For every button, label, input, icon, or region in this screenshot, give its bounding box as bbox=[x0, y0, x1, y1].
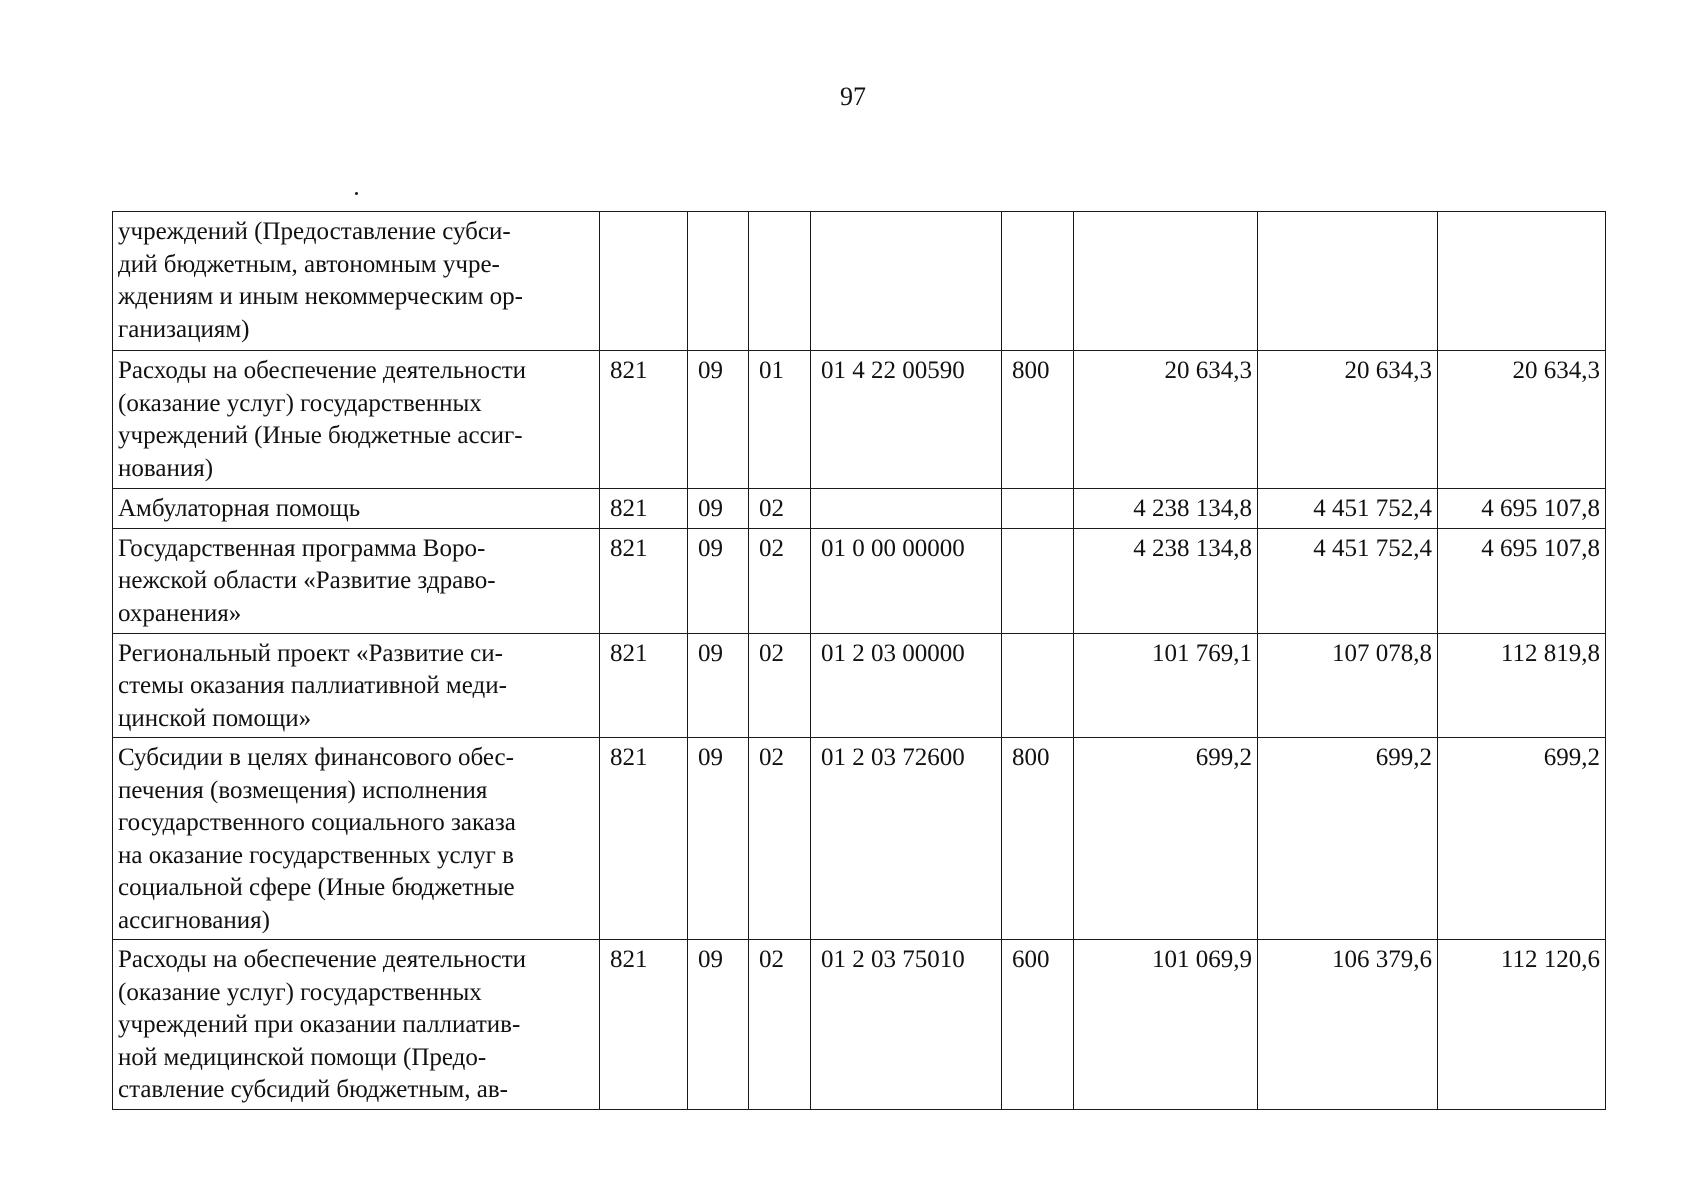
cell-pr: 02 bbox=[749, 940, 811, 1110]
cell-vr: 800 bbox=[1002, 738, 1074, 940]
scan-speck bbox=[355, 192, 358, 195]
cell-sum-3: 112 819,8 bbox=[1438, 633, 1606, 738]
name-line: ставление субсидий бюджетным, ав- bbox=[118, 1076, 508, 1103]
cell-pr: 02 bbox=[749, 528, 811, 633]
cell-sum-3: 4 695 107,8 bbox=[1438, 489, 1606, 529]
cell-ved: 821 bbox=[600, 528, 688, 633]
cell-pr: 01 bbox=[749, 351, 811, 489]
cell-sum-1: 101 769,1 bbox=[1074, 633, 1258, 738]
cell-csr: 01 2 03 72600 bbox=[811, 738, 1002, 940]
cell-vr: 800 bbox=[1002, 351, 1074, 489]
cell-sum-3: 20 634,3 bbox=[1438, 351, 1606, 489]
cell-csr: 01 2 03 75010 bbox=[811, 940, 1002, 1110]
budget-table bbox=[112, 211, 1606, 1110]
cell-sum-3 bbox=[1438, 212, 1606, 351]
cell-csr: 01 2 03 00000 bbox=[811, 633, 1002, 738]
name-line: Государственная программа Воро- bbox=[118, 534, 486, 562]
cell-sum-3: 4 695 107,8 bbox=[1438, 528, 1606, 633]
name-line: Расходы на обеспечение деятельности bbox=[118, 946, 527, 973]
cell-sum-2: 4 451 752,4 bbox=[1258, 528, 1438, 633]
cell-csr bbox=[811, 489, 1002, 529]
cell-rz: 09 bbox=[688, 738, 749, 940]
cell-sum-3: 699,2 bbox=[1438, 738, 1606, 940]
cell-rz bbox=[688, 212, 749, 351]
table-row bbox=[113, 528, 1606, 633]
name-line: учреждений (Иные бюджетные ассиг- bbox=[118, 422, 523, 449]
cell-rz: 09 bbox=[688, 489, 749, 529]
cell-ved: 821 bbox=[600, 633, 688, 738]
cell-name bbox=[113, 738, 600, 940]
page-number: 97 bbox=[840, 82, 866, 111]
cell-sum-1: 4 238 134,8 bbox=[1074, 528, 1258, 633]
cell-ved: 821 bbox=[600, 738, 688, 940]
cell-name bbox=[113, 633, 600, 738]
cell-vr: 600 bbox=[1002, 940, 1074, 1110]
name-line: социальной сфере (Иные бюджетные bbox=[118, 874, 515, 901]
name-line: печения (возмещения) исполнения bbox=[118, 776, 488, 804]
name-line: (оказание услуг) государственных bbox=[118, 978, 482, 1006]
cell-sum-1: 20 634,3 bbox=[1074, 351, 1258, 489]
table-row bbox=[113, 212, 1606, 351]
cell-name bbox=[113, 489, 600, 529]
name-line: ассигнования) bbox=[118, 906, 270, 934]
cell-rz: 09 bbox=[688, 940, 749, 1110]
cell-vr bbox=[1002, 212, 1074, 351]
cell-pr: 02 bbox=[749, 633, 811, 738]
name-line: ганизациям) bbox=[118, 315, 250, 343]
cell-pr: 02 bbox=[749, 738, 811, 940]
cell-sum-2: 107 078,8 bbox=[1258, 633, 1438, 738]
cell-sum-1: 4 238 134,8 bbox=[1074, 489, 1258, 529]
cell-name bbox=[113, 212, 600, 351]
cell-ved bbox=[600, 212, 688, 351]
cell-name bbox=[113, 528, 600, 633]
name-line: охранения» bbox=[118, 599, 242, 627]
cell-rz: 09 bbox=[688, 351, 749, 489]
name-line: Региональный проект «Развитие си- bbox=[118, 639, 503, 667]
table-row bbox=[113, 351, 1606, 489]
cell-pr: 02 bbox=[749, 489, 811, 529]
cell-vr bbox=[1002, 528, 1074, 633]
cell-sum-2: 20 634,3 bbox=[1258, 351, 1438, 489]
cell-sum-2: 4 451 752,4 bbox=[1258, 489, 1438, 529]
cell-csr: 01 0 00 00000 bbox=[811, 528, 1002, 633]
table-body bbox=[113, 212, 1606, 1110]
name-line: на оказание государственных услуг в bbox=[118, 841, 514, 869]
cell-vr bbox=[1002, 489, 1074, 529]
cell-sum-2 bbox=[1258, 212, 1438, 351]
cell-sum-1: 101 069,9 bbox=[1074, 940, 1258, 1110]
table-row bbox=[113, 633, 1606, 738]
name-line: цинской помощи» bbox=[118, 704, 312, 732]
name-line: (оказание услуг) государственных bbox=[118, 389, 482, 417]
cell-vr bbox=[1002, 633, 1074, 738]
cell-sum-1: 699,2 bbox=[1074, 738, 1258, 940]
name-line: учреждений при оказании паллиатив- bbox=[118, 1011, 521, 1038]
cell-ved: 821 bbox=[600, 940, 688, 1110]
name-line: Амбулаторная помощь bbox=[118, 495, 361, 522]
table-row bbox=[113, 738, 1606, 940]
name-line: дий бюджетным, автономным учре- bbox=[118, 250, 500, 278]
name-line: нежской области «Развитие здраво- bbox=[118, 567, 496, 594]
name-line: нования) bbox=[118, 454, 214, 482]
cell-ved: 821 bbox=[600, 489, 688, 529]
cell-sum-2: 699,2 bbox=[1258, 738, 1438, 940]
cell-ved: 821 bbox=[600, 351, 688, 489]
cell-csr: 01 4 22 00590 bbox=[811, 351, 1002, 489]
name-line: ной медицинской помощи (Предо- bbox=[118, 1043, 487, 1071]
name-line: государственного социального заказа bbox=[118, 809, 516, 836]
cell-sum-3: 112 120,6 bbox=[1438, 940, 1606, 1110]
cell-name bbox=[113, 940, 600, 1110]
name-line: учреждений (Предоставление субси- bbox=[118, 218, 511, 245]
cell-name bbox=[113, 351, 600, 489]
cell-rz: 09 bbox=[688, 633, 749, 738]
name-line: ждениям и иным некоммерческим ор- bbox=[118, 283, 523, 310]
table-row bbox=[113, 489, 1606, 529]
cell-sum-1 bbox=[1074, 212, 1258, 351]
cell-sum-2: 106 379,6 bbox=[1258, 940, 1438, 1110]
name-line: Расходы на обеспечение деятельности bbox=[118, 357, 527, 384]
table-row bbox=[113, 940, 1606, 1110]
cell-csr bbox=[811, 212, 1002, 351]
cell-pr bbox=[749, 212, 811, 351]
name-line: Субсидии в целях финансового обес- bbox=[118, 744, 514, 771]
cell-rz: 09 bbox=[688, 528, 749, 633]
name-line: стемы оказания паллиативной меди- bbox=[118, 672, 507, 699]
